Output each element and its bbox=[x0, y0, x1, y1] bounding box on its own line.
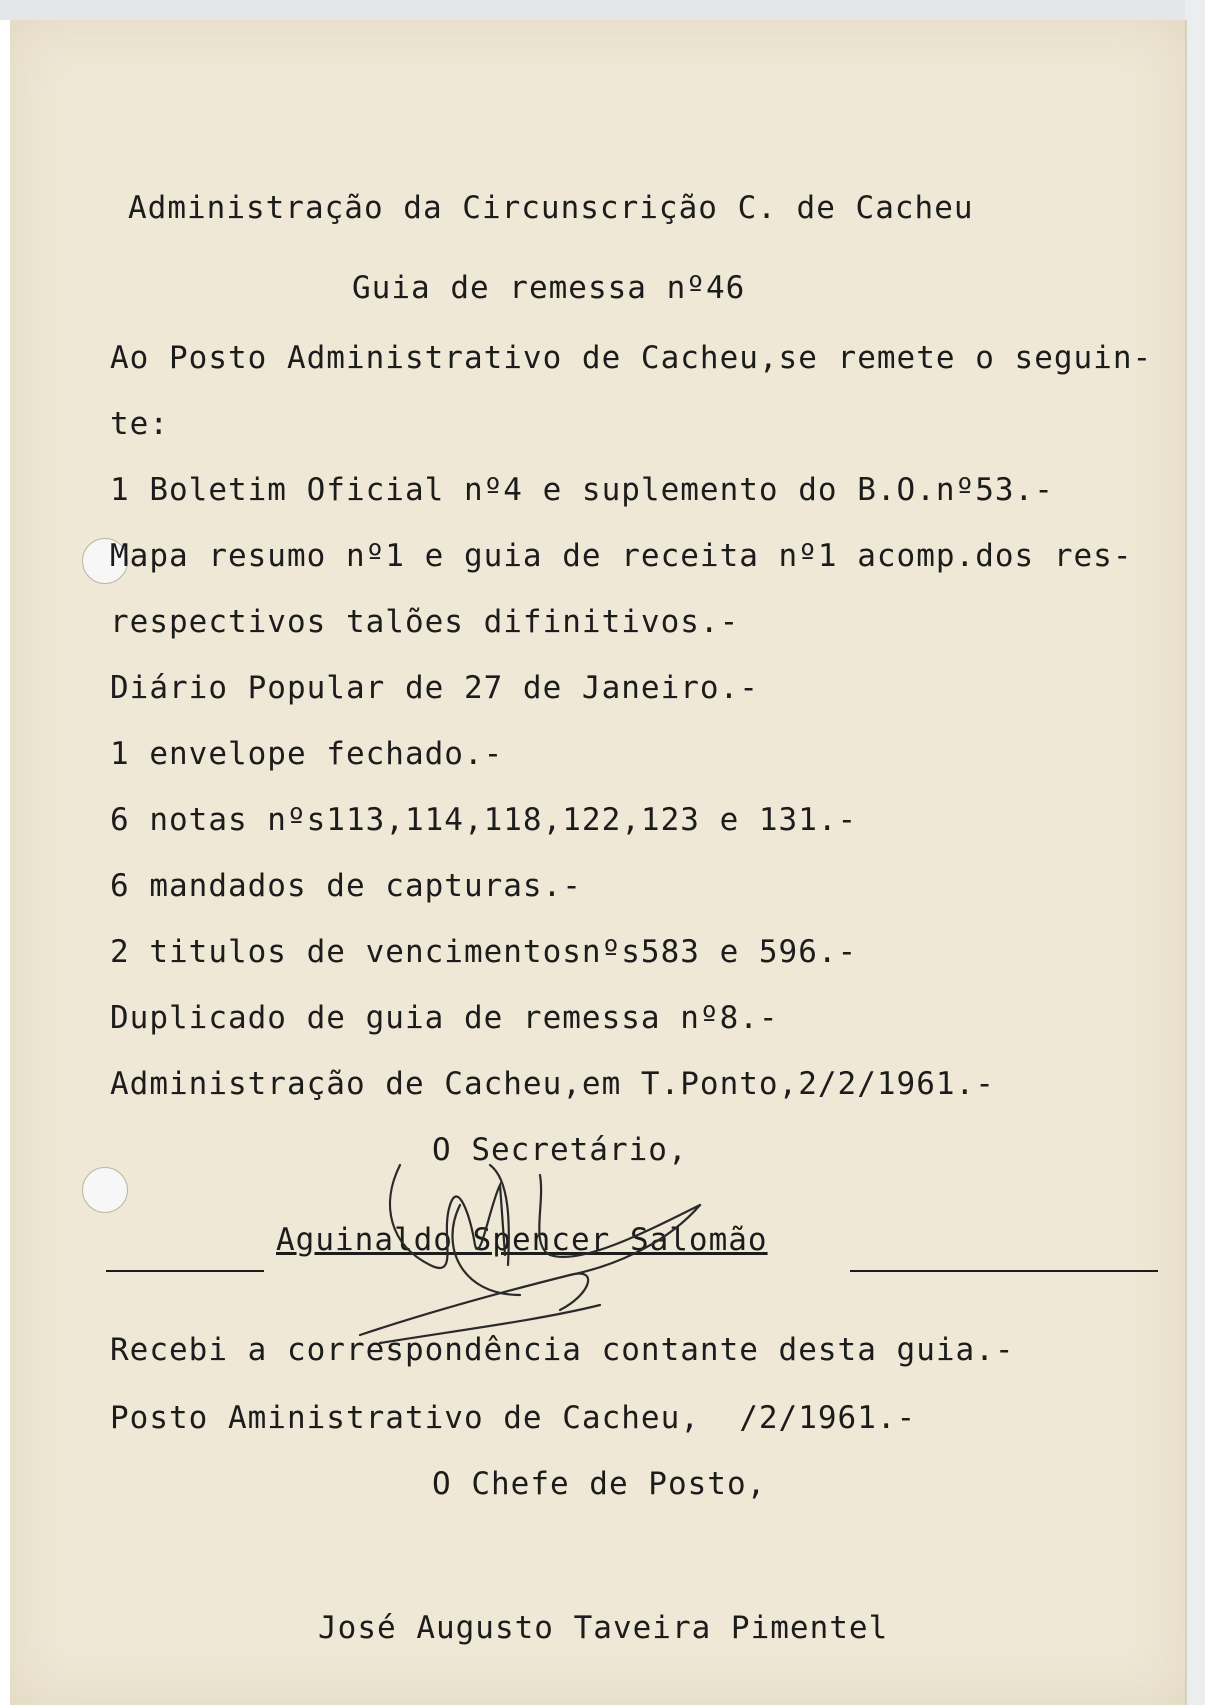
scanner-background-top bbox=[0, 0, 1205, 20]
paper-sheet bbox=[10, 20, 1187, 1705]
document-subject: Guia de remessa nº46 bbox=[352, 270, 746, 306]
list-item: Diário Popular de 27 de Janeiro.- bbox=[110, 670, 759, 706]
list-item: 1 Boletim Oficial nº4 e suplemento do B.O.nº53.- bbox=[110, 472, 1054, 508]
receipt-line: Recebi a correspondência contante desta guia.- bbox=[110, 1332, 1015, 1368]
scanner-background-right bbox=[1185, 0, 1205, 1705]
chief-title: O Chefe de Posto, bbox=[432, 1466, 767, 1502]
receipt-place-line: Posto Aministrativo de Cacheu, /2/1961.- bbox=[110, 1400, 917, 1436]
intro-line-1: Ao Posto Administrativo de Cacheu,se remete o seguin- bbox=[110, 340, 1153, 376]
list-item: Duplicado de guia de remessa nº8.- bbox=[110, 1000, 779, 1036]
place-date-line: Administração de Cacheu,em T.Ponto,2/2/1961.- bbox=[110, 1066, 995, 1102]
chief-name: José Augusto Taveira Pimentel bbox=[318, 1610, 889, 1646]
secretary-title: O Secretário, bbox=[432, 1132, 688, 1168]
signature-line-left bbox=[106, 1270, 264, 1272]
document-header: Administração da Circunscrição C. de Cacheu bbox=[128, 190, 974, 226]
list-item: 6 mandados de capturas.- bbox=[110, 868, 582, 904]
list-item: 1 envelope fechado.- bbox=[110, 736, 504, 772]
intro-line-2: te: bbox=[110, 406, 169, 442]
secretary-name: Aguinaldo Spencer Salomão bbox=[276, 1222, 768, 1258]
list-item: Mapa resumo nº1 e guia de receita nº1 acomp.dos res- bbox=[110, 538, 1133, 574]
punch-hole-lower bbox=[82, 1167, 128, 1213]
signature-line-right bbox=[850, 1270, 1158, 1272]
list-item: 2 titulos de vencimentosnºs583 e 596.- bbox=[110, 934, 858, 970]
list-item: respectivos talões difinitivos.- bbox=[110, 604, 740, 640]
list-item: 6 notas nºs113,114,118,122,123 e 131.- bbox=[110, 802, 858, 838]
